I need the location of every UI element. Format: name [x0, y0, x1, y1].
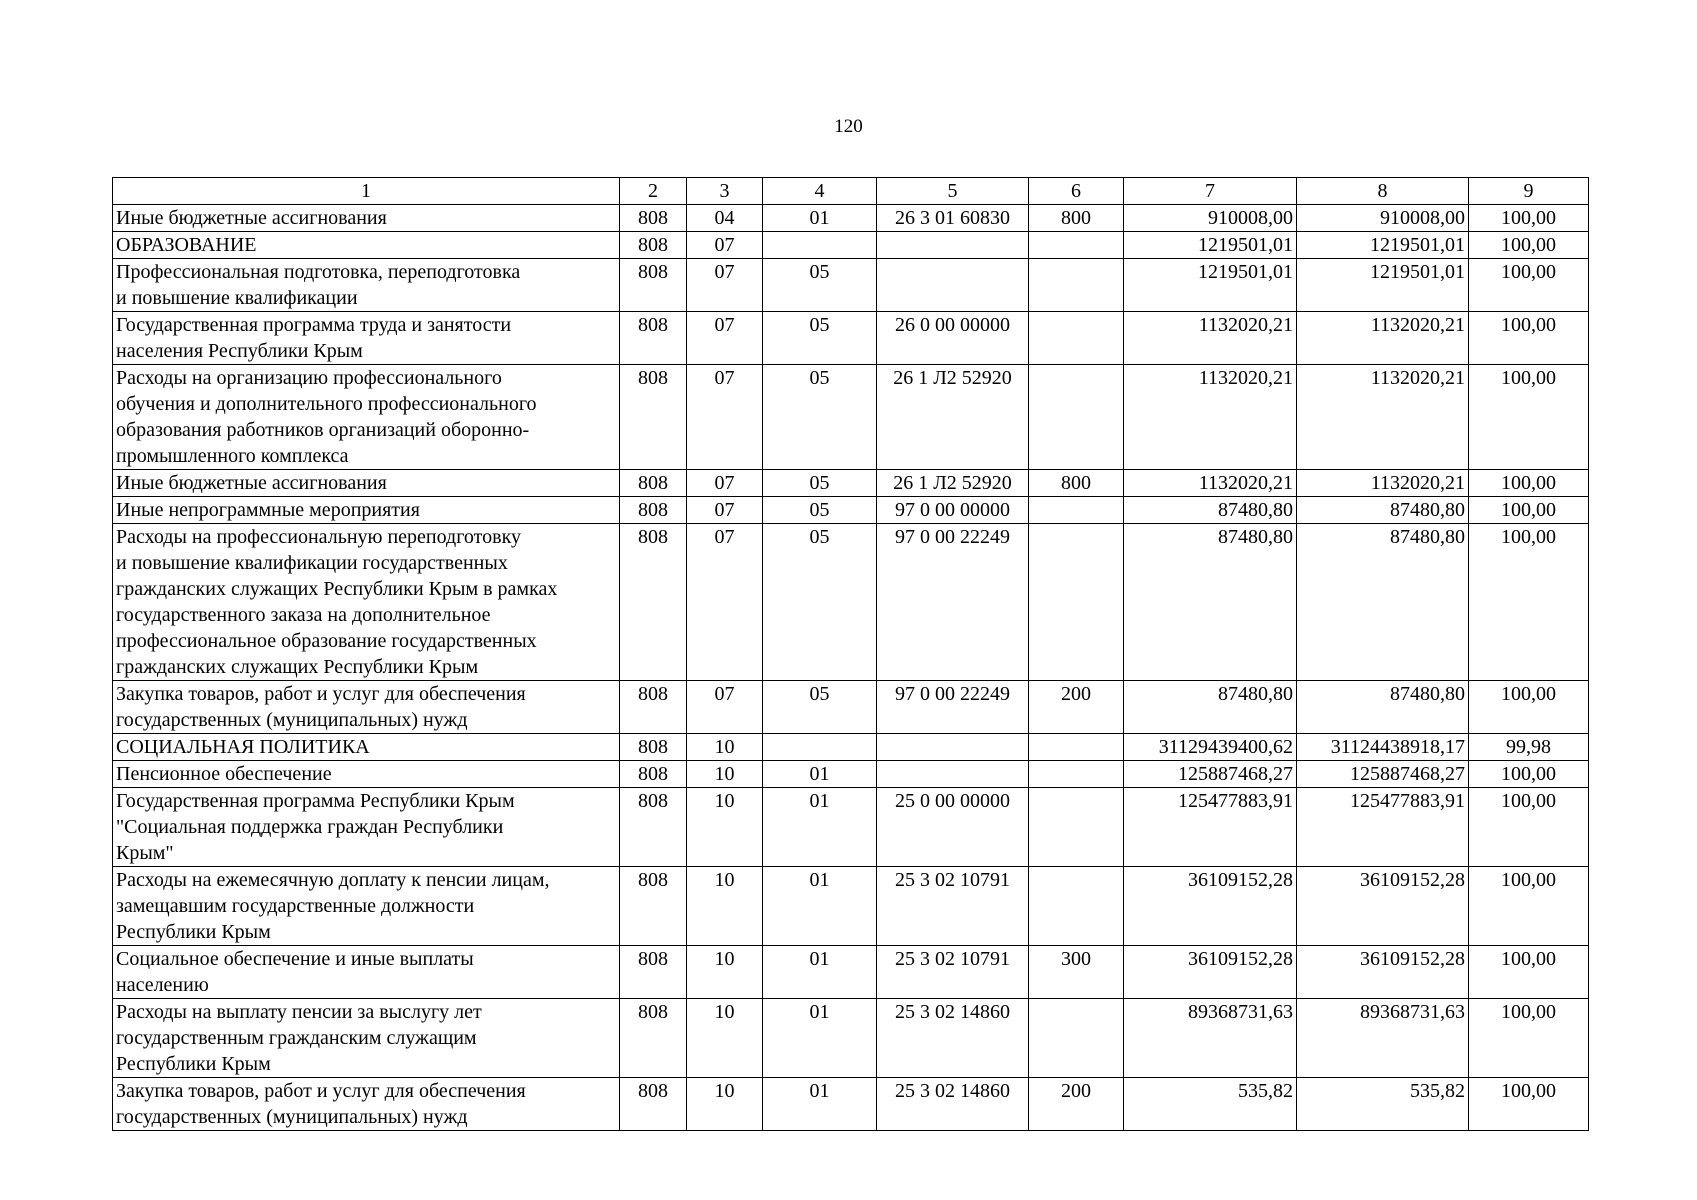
table-row	[113, 999, 1589, 1078]
planned-amount-cell: 89368731,63	[1124, 999, 1297, 1078]
planned-amount-cell: 1132020,21	[1124, 470, 1297, 497]
target-article-cell: 25 3 02 14860	[877, 1078, 1029, 1131]
subsection-code-cell: 01	[763, 946, 877, 999]
target-article-cell	[877, 259, 1029, 312]
execution-percent-cell: 100,00	[1469, 524, 1589, 681]
executed-amount-cell: 1219501,01	[1297, 259, 1469, 312]
table-row	[113, 205, 1589, 232]
section-code-cell: 04	[687, 205, 763, 232]
target-article-cell	[877, 734, 1029, 761]
planned-amount-cell: 36109152,28	[1124, 867, 1297, 946]
table-body	[113, 205, 1589, 1131]
expense-type-cell	[1029, 259, 1124, 312]
execution-percent-cell: 100,00	[1469, 788, 1589, 867]
executed-amount-cell: 535,82	[1297, 1078, 1469, 1131]
expense-type-cell: 200	[1029, 681, 1124, 734]
expense-name-cell: СОЦИАЛЬНАЯ ПОЛИТИКА	[113, 734, 620, 761]
section-code-cell: 07	[687, 681, 763, 734]
column-header: 3	[687, 178, 763, 205]
column-header: 5	[877, 178, 1029, 205]
execution-percent-cell: 100,00	[1469, 1078, 1589, 1131]
page-number: 120	[834, 116, 863, 137]
expense-name-cell: Пенсионное обеспечение	[113, 761, 620, 788]
expense-name-cell: Расходы на профессиональную переподготовку и повышение квалификации государственных гражданских служащих Республики Крым в рамках государственного заказа на дополнительное профессиональное образование государственных гражданских служащих Республики Крым	[113, 524, 620, 681]
table-row	[113, 365, 1589, 470]
section-code-cell: 07	[687, 470, 763, 497]
expense-name-cell: Государственная программа труда и занятости населения Республики Крым	[113, 312, 620, 365]
planned-amount-cell: 1219501,01	[1124, 232, 1297, 259]
table-row	[113, 470, 1589, 497]
planned-amount-cell: 910008,00	[1124, 205, 1297, 232]
executed-amount-cell: 36109152,28	[1297, 867, 1469, 946]
execution-percent-cell: 100,00	[1469, 681, 1589, 734]
department-code-cell: 808	[620, 946, 687, 999]
subsection-code-cell: 01	[763, 761, 877, 788]
subsection-code-cell: 05	[763, 312, 877, 365]
table-row	[113, 681, 1589, 734]
target-article-cell: 26 0 00 00000	[877, 312, 1029, 365]
column-header: 2	[620, 178, 687, 205]
subsection-code-cell: 05	[763, 470, 877, 497]
execution-percent-cell: 100,00	[1469, 946, 1589, 999]
subsection-code-cell: 01	[763, 788, 877, 867]
department-code-cell: 808	[620, 999, 687, 1078]
department-code-cell: 808	[620, 259, 687, 312]
executed-amount-cell: 89368731,63	[1297, 999, 1469, 1078]
expense-name-cell: ОБРАЗОВАНИЕ	[113, 232, 620, 259]
budget-table	[112, 177, 1589, 1131]
table-row	[113, 259, 1589, 312]
department-code-cell: 808	[620, 205, 687, 232]
department-code-cell: 808	[620, 788, 687, 867]
table-row	[113, 312, 1589, 365]
table-row	[113, 524, 1589, 681]
subsection-code-cell: 01	[763, 205, 877, 232]
department-code-cell: 808	[620, 1078, 687, 1131]
department-code-cell: 808	[620, 470, 687, 497]
section-code-cell: 10	[687, 761, 763, 788]
execution-percent-cell: 100,00	[1469, 497, 1589, 524]
expense-name-cell: Закупка товаров, работ и услуг для обеспечения государственных (муниципальных) нужд	[113, 1078, 620, 1131]
execution-percent-cell: 99,98	[1469, 734, 1589, 761]
target-article-cell: 97 0 00 22249	[877, 681, 1029, 734]
expense-type-cell	[1029, 788, 1124, 867]
planned-amount-cell: 36109152,28	[1124, 946, 1297, 999]
section-code-cell: 10	[687, 999, 763, 1078]
subsection-code-cell: 05	[763, 259, 877, 312]
expense-type-cell	[1029, 232, 1124, 259]
expense-type-cell	[1029, 867, 1124, 946]
section-code-cell: 07	[687, 524, 763, 681]
table-row	[113, 497, 1589, 524]
planned-amount-cell: 87480,80	[1124, 497, 1297, 524]
planned-amount-cell: 1219501,01	[1124, 259, 1297, 312]
subsection-code-cell: 01	[763, 1078, 877, 1131]
execution-percent-cell: 100,00	[1469, 867, 1589, 946]
expense-name-cell: Расходы на организацию профессионального обучения и дополнительного профессионального образования работников организаций оборонно- промышленного комплекса	[113, 365, 620, 470]
subsection-code-cell: 05	[763, 365, 877, 470]
table-row	[113, 788, 1589, 867]
execution-percent-cell: 100,00	[1469, 761, 1589, 788]
department-code-cell: 808	[620, 761, 687, 788]
expense-type-cell: 200	[1029, 1078, 1124, 1131]
execution-percent-cell: 100,00	[1469, 999, 1589, 1078]
planned-amount-cell: 87480,80	[1124, 524, 1297, 681]
section-code-cell: 07	[687, 497, 763, 524]
department-code-cell: 808	[620, 681, 687, 734]
subsection-code-cell	[763, 734, 877, 761]
table-row	[113, 867, 1589, 946]
department-code-cell: 808	[620, 312, 687, 365]
execution-percent-cell: 100,00	[1469, 470, 1589, 497]
execution-percent-cell: 100,00	[1469, 365, 1589, 470]
section-code-cell: 07	[687, 259, 763, 312]
column-header: 6	[1029, 178, 1124, 205]
table-row	[113, 1078, 1589, 1131]
expense-name-cell: Государственная программа Республики Крым "Социальная поддержка граждан Республики Крым"	[113, 788, 620, 867]
expense-name-cell: Иные бюджетные ассигнования	[113, 205, 620, 232]
executed-amount-cell: 31124438918,17	[1297, 734, 1469, 761]
subsection-code-cell: 05	[763, 681, 877, 734]
executed-amount-cell: 1219501,01	[1297, 232, 1469, 259]
department-code-cell: 808	[620, 524, 687, 681]
table-row	[113, 232, 1589, 259]
target-article-cell: 97 0 00 00000	[877, 497, 1029, 524]
department-code-cell: 808	[620, 232, 687, 259]
expense-type-cell	[1029, 761, 1124, 788]
subsection-code-cell: 01	[763, 867, 877, 946]
executed-amount-cell: 87480,80	[1297, 524, 1469, 681]
planned-amount-cell: 1132020,21	[1124, 365, 1297, 470]
execution-percent-cell: 100,00	[1469, 205, 1589, 232]
expense-type-cell	[1029, 734, 1124, 761]
department-code-cell: 808	[620, 867, 687, 946]
execution-percent-cell: 100,00	[1469, 232, 1589, 259]
target-article-cell: 25 3 02 10791	[877, 946, 1029, 999]
expense-type-cell	[1029, 999, 1124, 1078]
expense-name-cell: Расходы на выплату пенсии за выслугу лет государственным гражданским служащим Республики Крым	[113, 999, 620, 1078]
expense-name-cell: Иные непрограммные мероприятия	[113, 497, 620, 524]
subsection-code-cell: 05	[763, 524, 877, 681]
subsection-code-cell	[763, 232, 877, 259]
target-article-cell	[877, 761, 1029, 788]
planned-amount-cell: 87480,80	[1124, 681, 1297, 734]
section-code-cell: 10	[687, 788, 763, 867]
section-code-cell: 07	[687, 365, 763, 470]
executed-amount-cell: 910008,00	[1297, 205, 1469, 232]
target-article-cell: 97 0 00 22249	[877, 524, 1029, 681]
section-code-cell: 07	[687, 232, 763, 259]
department-code-cell: 808	[620, 365, 687, 470]
section-code-cell: 10	[687, 867, 763, 946]
expense-name-cell: Иные бюджетные ассигнования	[113, 470, 620, 497]
executed-amount-cell: 1132020,21	[1297, 312, 1469, 365]
target-article-cell: 25 3 02 10791	[877, 867, 1029, 946]
target-article-cell: 25 0 00 00000	[877, 788, 1029, 867]
target-article-cell: 26 1 Л2 52920	[877, 365, 1029, 470]
column-header: 8	[1297, 178, 1469, 205]
target-article-cell	[877, 232, 1029, 259]
subsection-code-cell: 01	[763, 999, 877, 1078]
header-row	[113, 178, 1589, 205]
column-header: 4	[763, 178, 877, 205]
planned-amount-cell: 31129439400,62	[1124, 734, 1297, 761]
department-code-cell: 808	[620, 497, 687, 524]
column-header: 9	[1469, 178, 1589, 205]
section-code-cell: 10	[687, 946, 763, 999]
column-header: 7	[1124, 178, 1297, 205]
expense-type-cell	[1029, 497, 1124, 524]
executed-amount-cell: 1132020,21	[1297, 365, 1469, 470]
target-article-cell: 26 1 Л2 52920	[877, 470, 1029, 497]
expense-name-cell: Социальное обеспечение и иные выплаты населению	[113, 946, 620, 999]
expense-type-cell	[1029, 365, 1124, 470]
section-code-cell: 07	[687, 312, 763, 365]
subsection-code-cell: 05	[763, 497, 877, 524]
table-row	[113, 946, 1589, 999]
expense-name-cell: Закупка товаров, работ и услуг для обеспечения государственных (муниципальных) нужд	[113, 681, 620, 734]
expense-name-cell: Расходы на ежемесячную доплату к пенсии лицам, замещавшим государственные должности Республики Крым	[113, 867, 620, 946]
planned-amount-cell: 125887468,27	[1124, 761, 1297, 788]
executed-amount-cell: 125477883,91	[1297, 788, 1469, 867]
section-code-cell: 10	[687, 1078, 763, 1131]
execution-percent-cell: 100,00	[1469, 259, 1589, 312]
table-row	[113, 761, 1589, 788]
expense-name-cell: Профессиональная подготовка, переподготовка и повышение квалификации	[113, 259, 620, 312]
section-code-cell: 10	[687, 734, 763, 761]
expense-type-cell: 800	[1029, 470, 1124, 497]
expense-type-cell: 800	[1029, 205, 1124, 232]
planned-amount-cell: 1132020,21	[1124, 312, 1297, 365]
executed-amount-cell: 36109152,28	[1297, 946, 1469, 999]
executed-amount-cell: 87480,80	[1297, 681, 1469, 734]
planned-amount-cell: 535,82	[1124, 1078, 1297, 1131]
executed-amount-cell: 87480,80	[1297, 497, 1469, 524]
column-header: 1	[113, 178, 620, 205]
planned-amount-cell: 125477883,91	[1124, 788, 1297, 867]
executed-amount-cell: 1132020,21	[1297, 470, 1469, 497]
expense-type-cell: 300	[1029, 946, 1124, 999]
department-code-cell: 808	[620, 734, 687, 761]
expense-type-cell	[1029, 524, 1124, 681]
target-article-cell: 25 3 02 14860	[877, 999, 1029, 1078]
target-article-cell: 26 3 01 60830	[877, 205, 1029, 232]
executed-amount-cell: 125887468,27	[1297, 761, 1469, 788]
execution-percent-cell: 100,00	[1469, 312, 1589, 365]
expense-type-cell	[1029, 312, 1124, 365]
table-row	[113, 734, 1589, 761]
